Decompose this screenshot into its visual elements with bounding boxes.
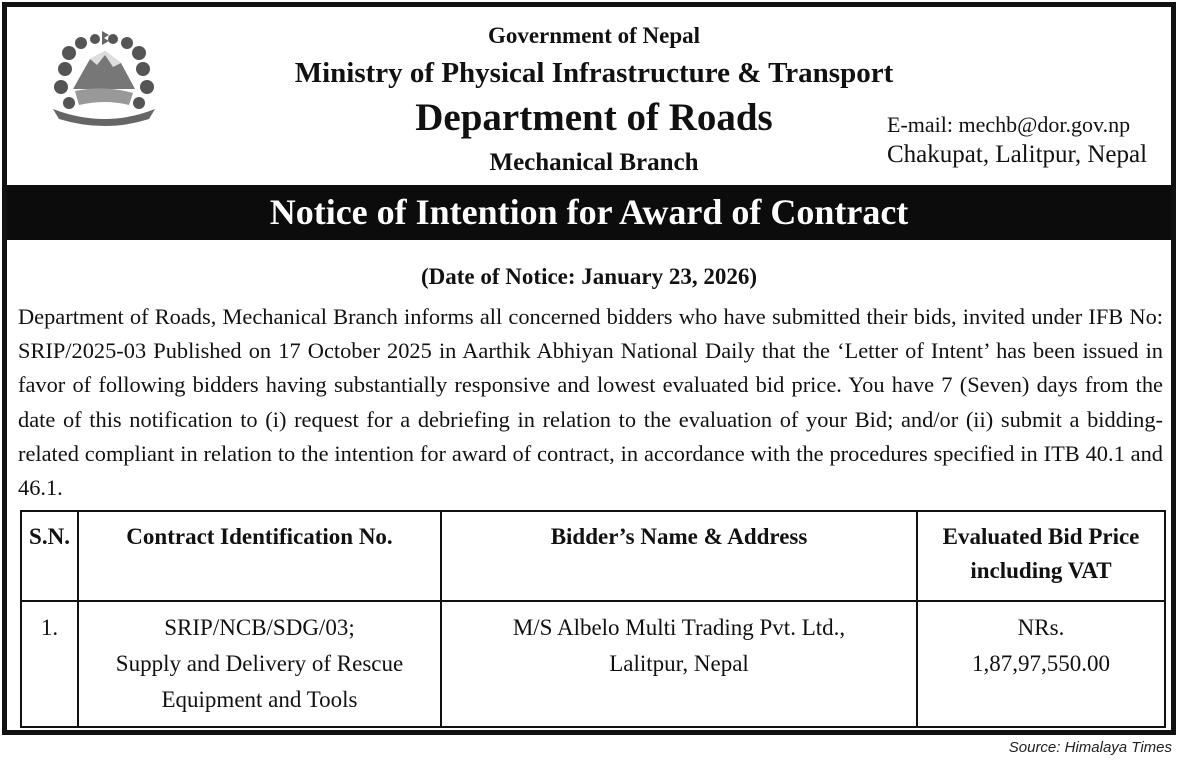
source-credit: Source: Himalaya Times: [1008, 739, 1172, 756]
notice-frame: [2, 2, 1176, 735]
header-bid-price: Evaluated Bid Price including VAT: [917, 511, 1165, 601]
cell-bid-price: [917, 601, 1165, 727]
notice-body: Department of Roads, Mechanical Branch informs all concerned bidders who have submitted their bids, invited under IFB No: SRIP/2025-03 Published on 17 October 2025 in Aarthik Abhiyan National Daily that the ‘Letter of Intent’ has been issued in favor of following bidders having substantially responsive and lowest evaluated bid price. You have 7 (Seven) days from the date of this notification to (i) request for a debriefing in relation to the evaluation of your Bid; and/or (ii) submit a bidding-related compliant in relation to the intention for award of contract, in accordance with the procedures specified in ITB 40.1 and 46.1.: [18, 304, 1163, 501]
header-sn: S.N.: [21, 511, 78, 601]
cell-sn: 1.: [21, 601, 78, 727]
bidder-name: M/S Albelo Multi Trading Pvt. Ltd.,: [512, 615, 846, 640]
government-name: Government of Nepal: [487, 23, 701, 48]
notice-title: Notice of Intention for Award of Contract: [7, 185, 1171, 240]
table-row: [21, 601, 1165, 727]
header-bidder: Bidder’s Name & Address: [441, 511, 917, 601]
price-amount: 1,87,97,550.00: [972, 651, 1110, 676]
award-table: [20, 510, 1166, 728]
department-name: Department of Roads: [415, 96, 773, 139]
table-header-row: [21, 511, 1165, 601]
contract-description: Supply and Delivery of Rescue Equipment and Tools: [115, 651, 404, 712]
date-of-notice: (Date of Notice: January 23, 2026): [421, 264, 757, 289]
ministry-name: Ministry of Physical Infrastructure & Transport: [294, 57, 894, 89]
contact-address: Chakupat, Lalitpur, Nepal: [887, 141, 1148, 168]
notice-header: [7, 7, 1171, 185]
price-currency: NRs.: [1017, 615, 1065, 640]
header-contract-id: Contract Identification No.: [78, 511, 441, 601]
cell-bidder: [441, 601, 917, 727]
cell-contract-id: [78, 601, 441, 727]
contact-email: E-mail: mechb@dor.gov.np: [887, 112, 1131, 137]
bidder-address: Lalitpur, Nepal: [609, 651, 749, 676]
contract-id: SRIP/NCB/SDG/03;: [164, 615, 355, 640]
branch-name: Mechanical Branch: [489, 149, 699, 176]
